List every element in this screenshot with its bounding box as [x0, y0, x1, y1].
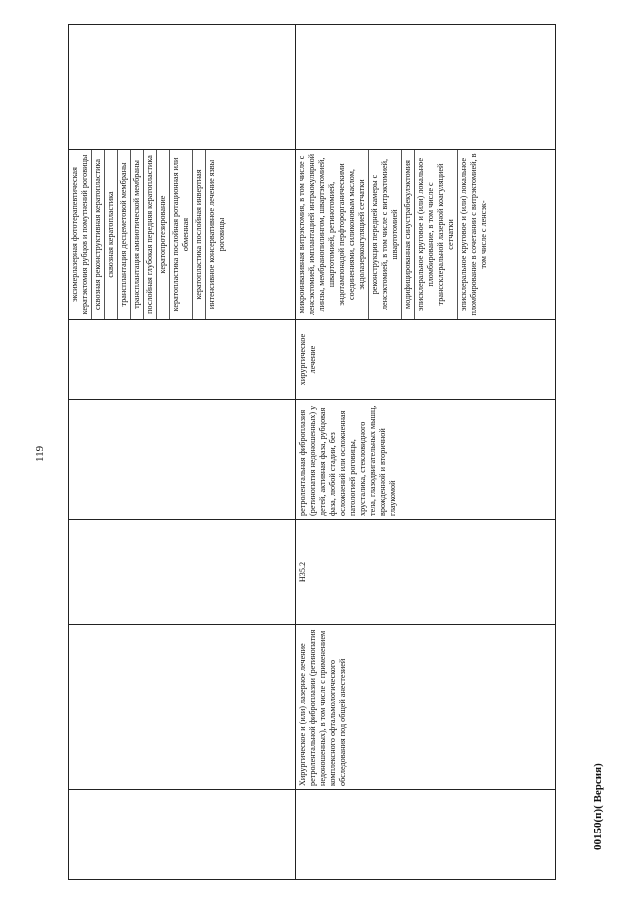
- procedures-table: [68, 25, 555, 880]
- method-item: эксимерлазерная фототерапевтическая кератэктомия рубцов и помутнений роговицы: [69, 150, 92, 319]
- cell-diagnosis: [69, 400, 296, 520]
- cell-cost: [296, 25, 556, 150]
- cell-methods: [69, 150, 296, 320]
- method-item: эписклеральное круговое и (или) локальное пломбирование, в том числе с транссклеральной лазерной коагуляцией сетчатки: [415, 150, 458, 319]
- method-item: трансплантация десцеметовой мембраны: [118, 150, 131, 319]
- table-row: [296, 25, 556, 880]
- table-row: [69, 25, 296, 880]
- cell-number: [296, 790, 556, 880]
- cell-treatment: [69, 320, 296, 400]
- method-item: эписклеральное круговое и (или) локальное пломбирование в сочетании с витрэктомией, в том числе с ленсэк-: [459, 153, 488, 316]
- method-item: интенсивное консервативное лечение язвы роговицы: [207, 159, 226, 310]
- method-item: трансплантация амниотической мембраны: [131, 150, 144, 319]
- method-item: модифицированная синустрабекулэктомия: [402, 150, 415, 319]
- method-item: послойная глубокая передняя кератопластика: [144, 150, 157, 319]
- cell-code: H35.2: [296, 520, 556, 625]
- page-number: 119: [34, 445, 46, 462]
- cell-diagnosis: ретролентальная фиброплазия (ретинопатия недоношенных) у детей, активная фаза, рубцовая фаза, любой стадии, без осложнений или осложненная патологией роговицы, хрусталика, стекловидного тела, глазодвигательных мышц, врожденной и вторичной глаукомой: [296, 400, 556, 520]
- cell-number: [69, 790, 296, 880]
- method-item: реконструкция передней камеры с ленсэктомией, в том числе с витрэктомией, швартотомией: [369, 150, 402, 319]
- cell-code: [69, 520, 296, 625]
- cell-name: [69, 625, 296, 790]
- footer-version: 00150(п)( Версия): [592, 763, 604, 850]
- method-item: сквозная реконструктивная кератопластика: [92, 150, 105, 319]
- cell-treatment: хирургическое лечение: [296, 320, 556, 400]
- method-item: микроинвазивная витрэктомия, в том числе с ленсэктомией, имплантацией интраокулярной линзы, мембранопилингом, швартэктомией, швартотомией, ретинотомией, эндотампонадой перфторорганическими соединениями, силиконовым маслом, эндолазеркоагуляцией сетчатки: [296, 150, 369, 319]
- method-item: кератопластика послойная ротационная или обменная: [170, 150, 193, 319]
- method-item: сквозная кератопластика: [105, 150, 118, 319]
- method-item: кератопротезирование: [157, 150, 170, 319]
- method-item: кератопластика послойная инвертная: [193, 150, 206, 319]
- cell-name: Хирургическое и (или) лазерное лечение ретролентальной фиброплазии (ретинопатия недоношенных), в том числе с применением комплексного офтальмологического обследования под общей анестезией: [296, 625, 556, 790]
- cell-cost: [69, 25, 296, 150]
- cell-methods: [296, 150, 556, 320]
